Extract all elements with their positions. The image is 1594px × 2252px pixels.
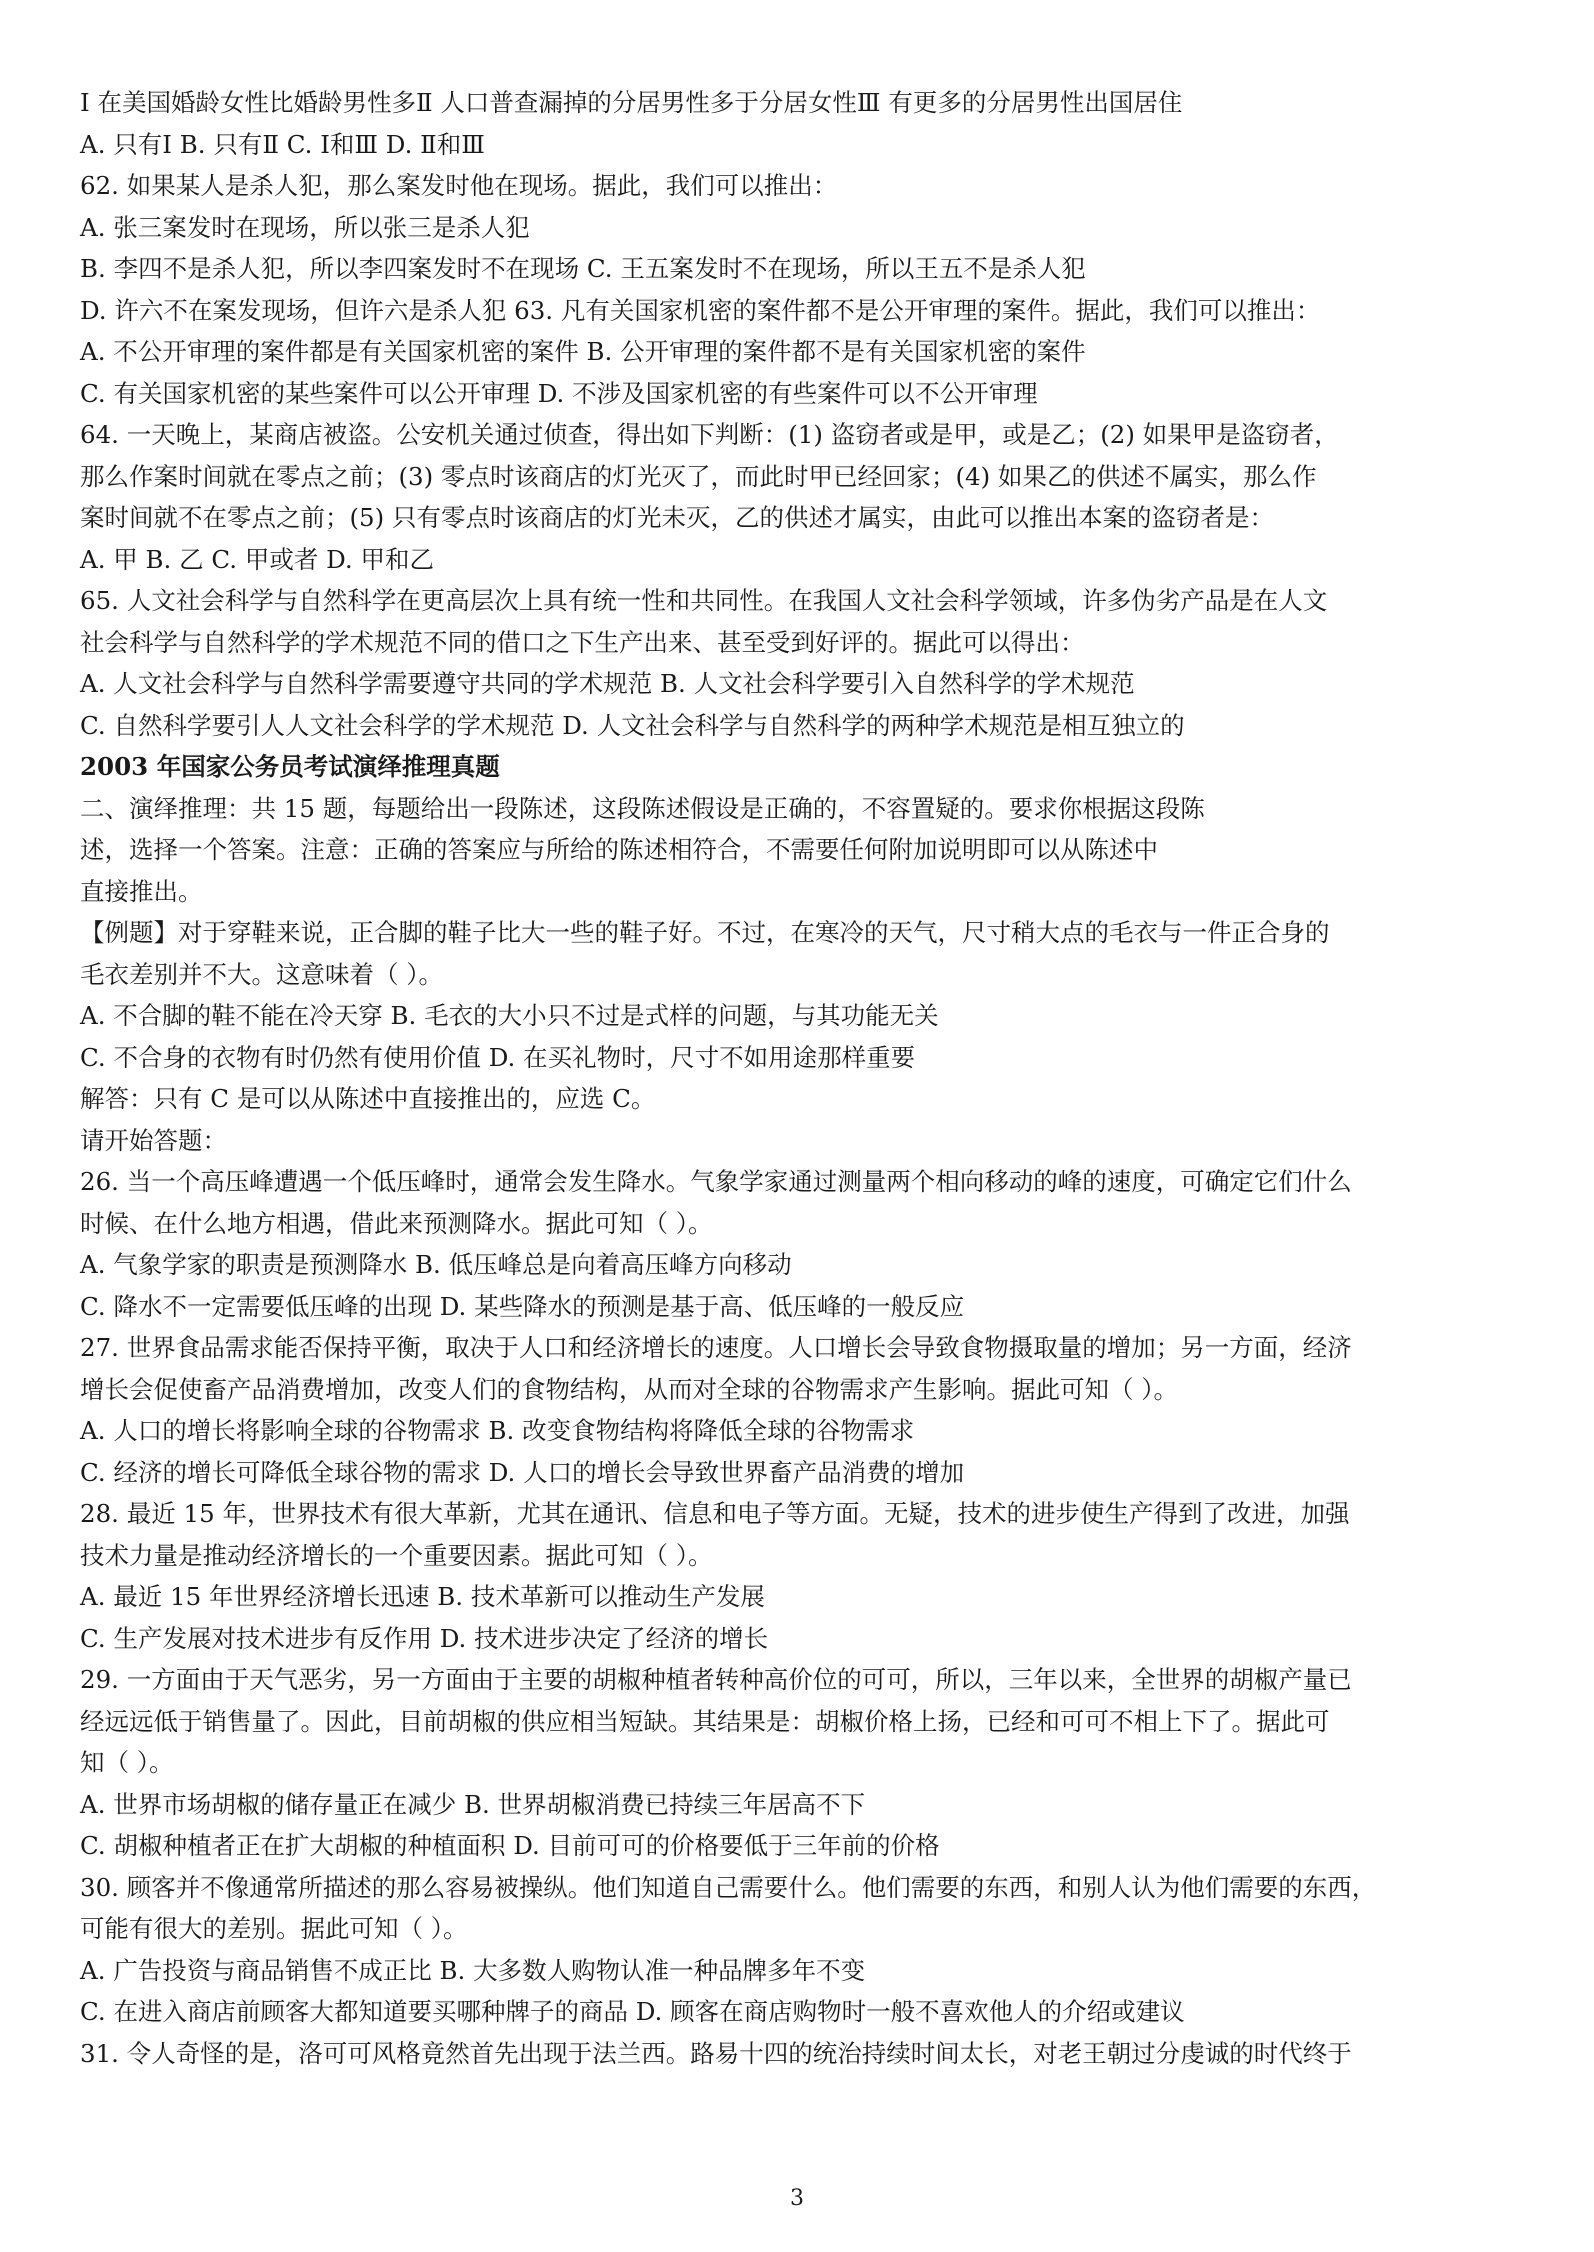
text-line: A. 广告投资与商品销售不成正比 B. 大多数人购物认准一种品牌多年不变 [80, 1955, 866, 1985]
text-line: 【例题】对于穿鞋来说，正合脚的鞋子比大一些的鞋子好。不过，在寒冷的天气，尺寸稍大点的毛衣与一件正合身的 [80, 918, 1330, 947]
text-line: C. 胡椒种植者正在扩大胡椒的种植面积 D. 目前可可的价格要低于三年前的价格 [80, 1831, 940, 1860]
text-line: A. 世界市场胡椒的储存量正在减少 B. 世界胡椒消费已持续三年居高不下 [80, 1789, 866, 1819]
text-line: 解答：只有 C 是可以从陈述中直接推出的，应选 C。 [80, 1084, 656, 1113]
text-line: A. 人文社会科学与自然科学需要遵守共同的学术规范 B. 人文社会科学要引入自然科学的学术规范 [80, 669, 1135, 698]
text-line: C. 经济的增长可降低全球谷物的需求 D. 人口的增长会导致世界畜产品消费的增加 [80, 1457, 965, 1487]
text-line: B. 李四不是杀人犯，所以李四案发时不在现场 C. 王五案发时不在现场，所以王五不是杀人犯 [80, 254, 1086, 283]
text-line: 二、演绎推理：共 15 题，每题给出一段陈述，这段陈述假设是正确的，不容置疑的。要求你根据这段陈 [80, 793, 1205, 823]
text-line: A. 不公开审理的案件都是有关国家机密的案件 B. 公开审理的案件都不是有关国家机密的案件 [80, 337, 1086, 366]
document-body [80, 82, 1530, 2074]
text-line: 28. 最近 15 年，世界技术有很大革新，尤其在通讯、信息和电子等方面。无疑，技术的进步使生产得到了改进，加强 [80, 1499, 1350, 1528]
text-line: 知（ ）。 [80, 1748, 174, 1777]
text-line: A. 气象学家的职责是预测降水 B. 低压峰总是向着高压峰方向移动 [80, 1250, 792, 1279]
text-line: 29. 一方面由于天气恶劣，另一方面由于主要的胡椒种植者转种高价位的可可，所以，三年以来，全世界的胡椒产量已 [80, 1665, 1352, 1694]
text-line: C. 不合身的衣物有时仍然有使用价值 D. 在买礼物时，尺寸不如用途那样重要 [80, 1042, 916, 1072]
text-line: C. 有关国家机密的某些案件可以公开审理 D. 不涉及国家机密的有些案件可以不公开审理 [80, 378, 1038, 408]
text-line: 请开始答题： [80, 1125, 227, 1155]
text-line: 社会科学与自然科学的学术规范不同的借口之下生产出来、甚至受到好评的。据此可以得出： [80, 627, 1085, 657]
text-line: Ⅰ 在美国婚龄女性比婚龄男性多Ⅱ 人口普查漏掉的分居男性多于分居女性Ⅲ 有更多的分居男性出国居住 [80, 88, 1183, 117]
text-line: 毛衣差别并不大。这意味着（ ）。 [80, 959, 444, 989]
text-line: 那么作案时间就在零点之前；(3) 零点时该商店的灯光灭了，而此时甲已经回家；(4) 如果乙的供述不属实，那么作 [80, 461, 1317, 491]
text-line: 技术力量是推动经济增长的一个重要因素。据此可知（ ）。 [80, 1540, 713, 1570]
text-line: C. 降水不一定需要低压峰的出现 D. 某些降水的预测是基于高、低压峰的一般反应 [80, 1291, 965, 1321]
text-line: C. 在进入商店前顾客大都知道要买哪种牌子的商品 D. 顾客在商店购物时一般不喜欢他人的介绍或建议 [80, 1997, 1185, 2026]
text-line: A. 只有Ⅰ B. 只有Ⅱ C. Ⅰ和Ⅲ D. Ⅱ和Ⅲ [80, 129, 485, 159]
text-line: 30. 顾客并不像通常所描述的那么容易被操纵。他们知道自己需要什么。他们需要的东西，和别人认为他们需要的东西， [80, 1872, 1377, 1902]
text-line: A. 甲 B. 乙 C. 甲或者 D. 甲和乙 [80, 544, 435, 574]
text-line: A. 最近 15 年世界经济增长迅速 B. 技术革新可以推动生产发展 [80, 1582, 765, 1611]
text-line: 述，选择一个答案。注意：正确的答案应与所给的陈述相符合，不需要任何附加说明即可以从陈述中 [80, 835, 1158, 864]
text-line: 62. 如果某人是杀人犯，那么案发时他在现场。据此，我们可以推出： [80, 171, 838, 200]
text-line: A. 不合脚的鞋不能在冷天穿 B. 毛衣的大小只不过是式样的问题，与其功能无关 [80, 1001, 939, 1030]
text-line: 26. 当一个高压峰遭遇一个低压峰时，通常会发生降水。气象学家通过测量两个相向移动的峰的速度，可确定它们什么 [80, 1167, 1352, 1196]
text-line: 64. 一天晚上，某商店被盗。公安机关通过侦查，得出如下判断：(1) 盗窃者或是甲，或是乙；(2) 如果甲是盗窃者， [80, 420, 1339, 449]
text-line: 经远远低于销售量了。因此，目前胡椒的供应相当短缺。其结果是：胡椒价格上扬，已经和可可不相上下了。据此可 [80, 1706, 1330, 1736]
text-line: 31. 令人奇怪的是，洛可可风格竟然首先出现于法兰西。路易十四的统治持续时间太长，对老王朝过分虔诚的时代终于 [80, 2038, 1352, 2068]
text-line: 案时间就不在零点之前；(5) 只有零点时该商店的灯光未灭，乙的供述才属实，由此可以推出本案的盗窃者是： [80, 503, 1274, 532]
text-line: C. 自然科学要引人人文社会科学的学术规范 D. 人文社会科学与自然科学的两种学术规范是相互独立的 [80, 710, 1185, 740]
text-line: 时候、在什么地方相遇，借此来预测降水。据此可知（ ）。 [80, 1208, 713, 1238]
text-line: 可能有很大的差别。据此可知（ ）。 [80, 1914, 468, 1943]
text-line: 27. 世界食品需求能否保持平衡，取决于人口和经济增长的速度。人口增长会导致食物摄取量的增加；另一方面，经济 [80, 1333, 1352, 1362]
text-line: C. 生产发展对技术进步有反作用 D. 技术进步决定了经济的增长 [80, 1623, 769, 1653]
section-heading: 2003 年国家公务员考试演绎推理真题 [80, 752, 500, 781]
text-line: D. 许六不在案发现场，但许六是杀人犯 63. 凡有关国家机密的案件都不是公开审理的案件。据此，我们可以推出： [80, 295, 1321, 325]
text-line: 65. 人文社会科学与自然科学在更高层次上具有统一性和共同性。在我国人文社会科学领域，许多伪劣产品是在人文 [80, 586, 1328, 615]
text-line: 增长会促使畜产品消费增加，改变人们的食物结构，从而对全球的谷物需求产生影响。据此可知（ ）。 [80, 1374, 1179, 1404]
text-line: A. 人口的增长将影响全球的谷物需求 B. 改变食物结构将降低全球的谷物需求 [80, 1416, 915, 1445]
text-line: 直接推出。 [80, 876, 203, 906]
text-line: A. 张三案发时在现场，所以张三是杀人犯 [80, 212, 530, 242]
page-number: 3 [790, 2186, 804, 2211]
